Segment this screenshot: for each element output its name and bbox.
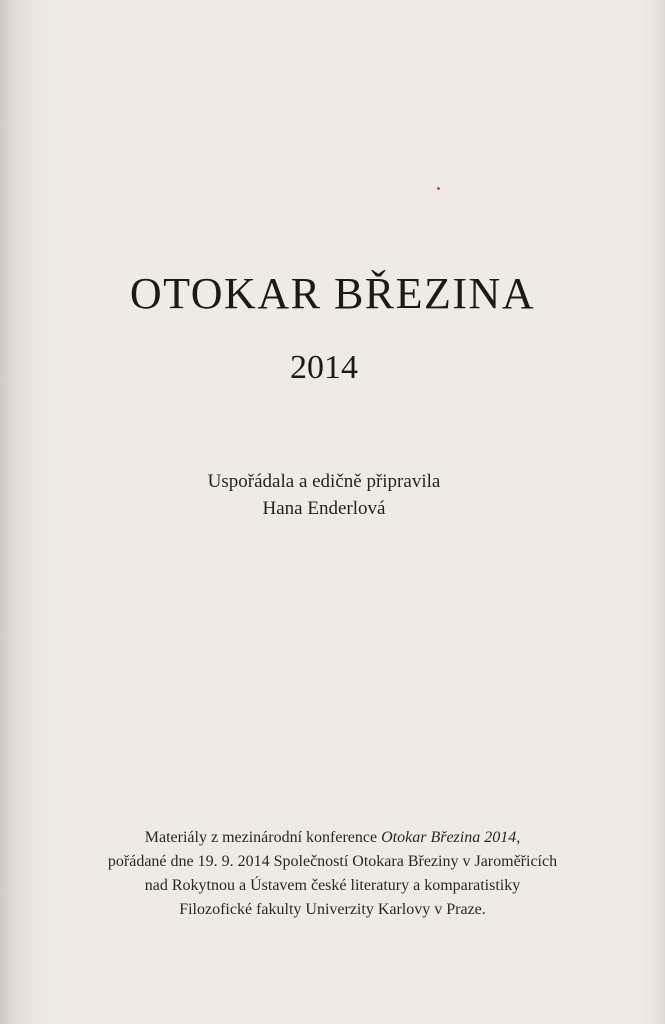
- editor-role-line: Uspořádala a edičně připravila: [207, 471, 441, 492]
- note-line-2: pořádané dne 19. 9. 2014 Společností Otokara Březiny v Jaroměřicích: [107, 853, 558, 870]
- note-line-1-suffix: ,: [516, 829, 521, 846]
- editor-name: Hana Enderlová: [262, 498, 386, 519]
- editor-credit: [0, 468, 648, 522]
- conference-note: [0, 826, 665, 922]
- note-line-3: nad Rokytnou a Ústavem české literatury a komparatistiky: [144, 877, 521, 894]
- note-line-1: [0, 826, 665, 850]
- note-line-1-prefix: Materiály z mezinárodní konference: [144, 829, 382, 846]
- book-title: OTOKAR BŘEZINA: [129, 269, 536, 318]
- note-conference-title: Otokar Březina 2014: [381, 829, 517, 846]
- book-year: 2014: [290, 349, 358, 386]
- note-line-4: Filozofické fakulty Univerzity Karlovy v Praze.: [179, 901, 486, 918]
- paper-speck: [437, 187, 440, 190]
